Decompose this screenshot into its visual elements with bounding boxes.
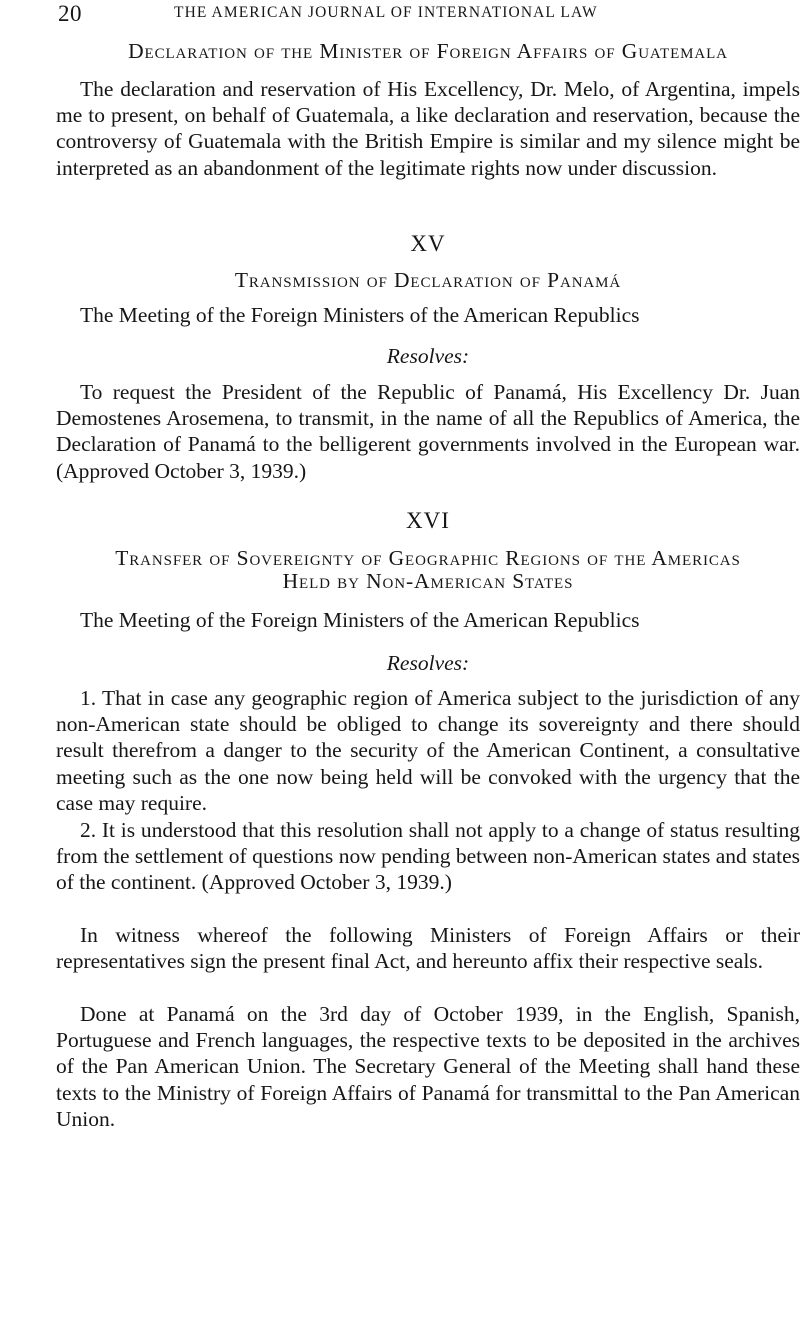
section-xvi-heading-line1: Transfer of Sovereignty of Geographic Regions of the Americas	[115, 546, 741, 570]
running-head	[56, 0, 800, 30]
section-xvi-numeral: XVI	[406, 508, 450, 533]
guatemala-heading: Declaration of the Minister of Foreign Affairs of Guatemala	[128, 39, 728, 63]
section-xv-resolves: Resolves:	[386, 344, 470, 368]
section-xvi-point1-block	[56, 685, 800, 816]
section-xvi-resolves-block	[56, 651, 800, 676]
section-xvi-point1: 1. That in case any geographic region of America subject to the jurisdiction of any non-American state should be obliged to change its sovereignty and there should result therefrom a danger to the security of the American Continent, a consultative meeting such as the one now being held will be convoked with the urgency that the case may require.	[56, 686, 800, 815]
section-xv-intro: The Meeting of the Foreign Ministers of the American Republics	[80, 303, 640, 327]
journal-title: THE AMERICAN JOURNAL OF INTERNATIONAL LAW	[174, 4, 598, 21]
section-xv-body	[56, 379, 800, 484]
guatemala-section	[56, 40, 800, 63]
section-xvi-point2: 2. It is understood that this resolution shall not apply to a change of status resulting from the settlement of questions now pending between non-American states and states of the continent. (Approved October 3, 1939.)	[56, 818, 800, 895]
section-xv-intro-block	[56, 302, 800, 328]
section-xv-heading-block	[56, 269, 800, 292]
section-xvi-numeral-block	[56, 508, 800, 534]
section-xvi-intro-block	[56, 607, 800, 633]
witness-paragraph: In witness whereof the following Ministers of Foreign Affairs or their representatives sign the present final Act, and hereunto affix their respective seals.	[56, 923, 800, 974]
section-xvi-heading-block	[56, 547, 800, 593]
section-xvi-intro: The Meeting of the Foreign Ministers of the American Republics	[80, 608, 640, 632]
section-xv-paragraph: To request the President of the Republic of Panamá, His Excellency Dr. Juan Demostenes Arosemena, to transmit, in the name of all the Republics of America, the Declaration of Panamá to the belligerent governments involved in the European war. (Approved October 3, 1939.)	[56, 380, 800, 483]
section-xv-numeral-block	[56, 231, 800, 257]
guatemala-paragraph: The declaration and reservation of His Excellency, Dr. Melo, of Argentina, impels me to present, on behalf of Guatemala, a like declaration and reservation, because the controversy of Guatemala with the British Empire is similar and my silence might be interpreted as an abandonment of the legitimate rights now under discussion.	[56, 77, 800, 180]
section-xv-resolves-block	[56, 344, 800, 369]
section-xv-heading: Transmission of Declaration of Panamá	[234, 268, 622, 292]
done-paragraph: Done at Panamá on the 3rd day of October 1939, in the English, Spanish, Portuguese and French languages, the respective texts to be deposited in the archives of the Pan American Union. The Secretary General of the Meeting shall hand these texts to the Ministry of Foreign Affairs of Panamá for transmittal to the Pan American Union.	[56, 1002, 800, 1131]
section-xvi-resolves: Resolves:	[386, 651, 470, 675]
witness-block	[56, 922, 800, 974]
done-block	[56, 1001, 800, 1132]
page-number: 20	[58, 1, 82, 26]
guatemala-body	[56, 76, 800, 181]
section-xvi-point2-block	[56, 817, 800, 896]
section-xvi-heading-line2: Held by Non-American States	[282, 569, 574, 593]
section-xv-numeral: XV	[410, 231, 446, 256]
